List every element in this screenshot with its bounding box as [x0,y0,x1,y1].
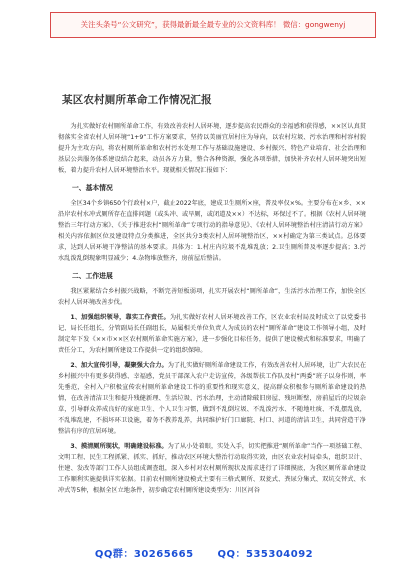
item-2-text: 为了扎实做好厕所革命建设工作，有效改善农村人居环境，让广大农民在乡村振兴中有更多获得感、幸福感，党员干部深入农户走访宣传，各级帮扶工作队及村“两委”班子以身作则，率先垂范，全村入户积极宣传农村厕所革命建设工作的重要性和现实意义，提高群众积极参与厕所革命建设的热情，在改善清洁卫生和提升残健新理、生活垃圾、污水治理，主动清除破旧房屋、残垣断壁，房前屋后的垃圾杂草，引导群众养成良好的家庭卫生、个人卫生习惯，做到不乱倒垃圾、不乱泼污水、不随地吐痰、不乱摆乱放，不乱堆乱建，不损坏环卫设施，着务不教养乱养，共同维护好门口廊院、村口、河道的清洁卫生，共同营造干净整洁有序的宜居环境。 [58,362,367,435]
section-2-paragraph: 我区紧紧结合乡村振兴战略，不断完善短板弱项，扎实开展农村“厕所革命”，生活污水治理工作，加快全区农村人居环境改善步伐。 [58,288,366,306]
section-2-heading: 二、工作进展 [72,272,113,280]
item-1-paragraph [58,312,366,356]
item-2-heading: 2、加大宣传引导，凝聚强大合力。 [70,362,168,369]
document-page [58,92,366,500]
section-1-heading: 一、基本情况 [72,184,113,192]
qq-group: QQ群：30265665 [94,549,194,560]
item-3-paragraph [58,441,366,496]
item-2-paragraph [58,360,366,437]
item-1-heading: 1、加强组织领导，靠实工作责任。 [70,314,170,321]
contact-footer [0,545,408,560]
promo-banner [50,12,376,38]
item-1-text: 为扎实做好农村人居环境改善工作，区农业农村局及时成立了以党委书记、局长任组长，分管副局长任副组长，局属相关单位负责人为成员的农村“厕所革命”建设工作领导小组，及时制定年下发《××市××区农村厕所革命实施方案》，进一步强化目标任务，提供了建设模式和标准要求，明确了责任分工，为农村厕所建设工作提供一定的组织保障。 [58,314,366,354]
item-3-text: 为了从小处着眼，实处入手，切实把推进“厕所革命”当作一项基础工程、文明工程、民生工程抓紧、抓实、抓好，推动农区环境大整治行动取得实效，由区农业农村局牵头，组织卫计、住建、发改等部门工作人员组成调查组，深入乡村对农村厕所现状及需求进行了详细摸底，为我区厕所革命建设工作顺利实施提供详实依据。目前农村厕所建设模式主要有三格式厕所、双瓮式、粪尿分集式、双坑交替式、水冲式等5种，根据全区立地条件，初步确定农村厕所建设类型为：川区河谷 [58,443,366,494]
document-title: 某区农村厕所革命工作情况汇报 [62,94,212,106]
item-3-heading: 3、摸清厕所现状，明确建设标准。 [70,443,168,450]
section-1-paragraph: 全区34个乡镇650个行政村×户，截止2022年底，建成卫生厕所×座，普及率仅×%。主要分布在×乡、××沿岸农村水冲式厕所存在直排问题（或头冲、或旱厕，或闭道及××）不达标，环保过不了。根据《农村人居环境整治三年行动方案》、《关于推进农村“厕所革命”专项行动的指导意见》、《农村人居环境整治村庄清洁行动方案》相关内容依据区位及建设特点分类推进，全区共分3类农村人居环境整治区，××村确定为第三类试点。总体要求，达到人居环境干净整洁的基本要求。具体为：1.村庄内垃圾不乱堆乱放；2.卫生厕所普及率逐步提高；3.污水乱泼乱倒现象明显减少；4.杂物堆放整齐，房前屋后整洁。 [58,200,366,262]
promo-banner-text: 关注头条号“公文研究”，获得最新最全最专业的公文资料库！ 微信：gongwenyj [80,20,346,29]
qq-number: QQ：535304092 [217,549,314,560]
intro-paragraph: 为扎实做好农村厕所革命工作，有效改善农村人居环境，逐步提高农民群众的幸福感和获得感，××区认真贯彻落实全省农村人居环境“1+9”工作方案要求，坚持以美丽宜居村庄为导向，以农村垃圾、污水治理和村容村貌提升为主攻方向，将农村厕所革命和农村污水处理工作与基础设施建设、乡村振兴、特色产业培育、社会治理和基层公共服务体系建设结合起来，动员各方力量，整合各种资源，强化各项举措，加快补齐农村人居环境突出短板，着力提升农村人居环境整治水平。现就相关情况汇报如下： [58,123,366,174]
